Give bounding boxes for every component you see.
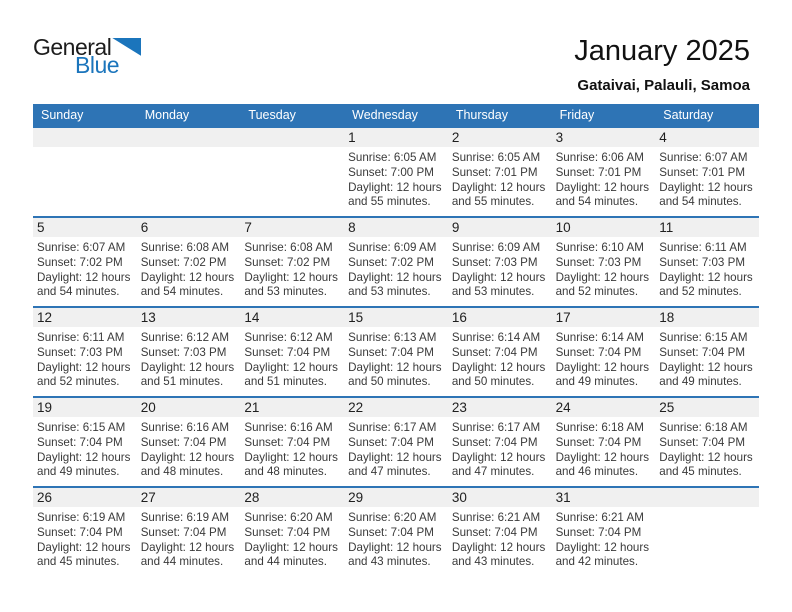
day-detail-line: Sunset: 7:01 PM xyxy=(451,165,538,179)
day-detail-line: Sunrise: 6:08 AM xyxy=(244,241,333,254)
day-detail-line: Sunrise: 6:11 AM xyxy=(37,331,125,344)
day-detail-line: Sunrise: 6:07 AM xyxy=(37,241,126,254)
day-detail-line: Daylight: 12 hours xyxy=(451,540,546,554)
day-number: 12 xyxy=(37,310,53,325)
title-block xyxy=(574,34,750,94)
day-details xyxy=(37,241,134,300)
day-detail-line: Daylight: 12 hours xyxy=(37,360,131,374)
empty-day-cell xyxy=(655,488,759,576)
calendar-day-cell xyxy=(137,488,241,576)
day-number: 5 xyxy=(37,220,45,235)
day-detail-line: Sunrise: 6:14 AM xyxy=(451,331,541,344)
day-number: 19 xyxy=(37,400,53,415)
day-detail-line: Daylight: 12 hours xyxy=(659,270,753,284)
weekday-header-row xyxy=(33,104,759,126)
day-detail-line: and 53 minutes. xyxy=(451,285,535,299)
day-detail-line: and 42 minutes. xyxy=(555,555,639,569)
day-detail-line: Daylight: 12 hours xyxy=(348,540,442,554)
day-details xyxy=(659,241,756,300)
weekday-header-cell: Monday xyxy=(144,108,190,122)
day-details xyxy=(348,241,445,300)
day-detail-line: and 49 minutes. xyxy=(555,375,639,389)
day-detail-line: and 47 minutes. xyxy=(348,465,431,479)
calendar-day-cell xyxy=(240,398,344,486)
day-detail-line: and 50 minutes. xyxy=(451,375,535,389)
day-detail-line: Sunset: 7:04 PM xyxy=(140,525,227,539)
day-detail-line: Sunset: 7:04 PM xyxy=(659,345,745,359)
day-details xyxy=(659,421,756,480)
week-row xyxy=(33,486,759,576)
weekday-header-cell: Saturday xyxy=(663,108,714,122)
day-details xyxy=(244,421,341,480)
day-details xyxy=(37,421,134,480)
calendar-day-cell xyxy=(448,488,552,576)
day-detail-line: and 44 minutes. xyxy=(140,555,224,569)
day-detail-line: and 45 minutes. xyxy=(37,555,120,569)
day-details xyxy=(452,511,549,570)
calendar-day-cell xyxy=(240,488,344,576)
calendar-day-cell xyxy=(33,218,137,306)
day-number: 18 xyxy=(659,310,675,325)
day-detail-line: Sunrise: 6:09 AM xyxy=(451,241,541,254)
calendar-day-cell xyxy=(448,128,552,216)
day-detail-line: and 55 minutes. xyxy=(348,195,431,209)
calendar-day-cell xyxy=(552,488,656,576)
calendar-day-cell xyxy=(552,218,656,306)
day-detail-line: Sunrise: 6:19 AM xyxy=(37,511,126,524)
day-detail-line: Daylight: 12 hours xyxy=(140,450,235,464)
week-grid xyxy=(33,488,759,576)
day-detail-line: Daylight: 12 hours xyxy=(37,540,131,554)
day-details xyxy=(348,421,445,480)
day-number: 22 xyxy=(348,400,364,415)
day-details xyxy=(556,331,653,390)
day-details xyxy=(556,241,653,300)
day-number: 29 xyxy=(348,490,364,505)
calendar-day-cell xyxy=(33,488,137,576)
day-detail-line: Daylight: 12 hours xyxy=(244,270,338,284)
day-detail-line: Sunset: 7:03 PM xyxy=(140,345,227,359)
calendar-day-cell xyxy=(240,218,344,306)
day-detail-line: Daylight: 12 hours xyxy=(348,360,442,374)
day-detail-line: Sunset: 7:04 PM xyxy=(451,435,538,449)
day-number: 1 xyxy=(348,130,356,145)
day-details xyxy=(348,151,445,210)
day-details xyxy=(556,151,653,210)
day-detail-line: and 53 minutes. xyxy=(244,285,327,299)
day-number: 31 xyxy=(555,490,571,505)
day-number: 6 xyxy=(140,220,149,235)
calendar-day-cell xyxy=(448,308,552,396)
day-details xyxy=(244,331,341,390)
day-details xyxy=(141,241,238,300)
day-detail-line: Sunrise: 6:18 AM xyxy=(659,421,748,434)
day-detail-line: Sunset: 7:04 PM xyxy=(555,525,642,539)
week-row xyxy=(33,126,759,216)
day-detail-line: Sunrise: 6:16 AM xyxy=(140,421,229,434)
day-detail-line: Sunset: 7:04 PM xyxy=(244,345,331,359)
day-details xyxy=(141,421,238,480)
day-number: 3 xyxy=(555,130,564,145)
day-detail-line: and 54 minutes. xyxy=(37,285,120,299)
day-detail-line: and 50 minutes. xyxy=(348,375,431,389)
day-detail-line: Sunrise: 6:05 AM xyxy=(348,151,437,164)
day-detail-line: Daylight: 12 hours xyxy=(244,540,338,554)
day-detail-line: Sunrise: 6:17 AM xyxy=(348,421,437,434)
week-row xyxy=(33,216,759,306)
day-number: 17 xyxy=(555,310,571,325)
page-title: January 2025 xyxy=(574,35,750,67)
calendar-table xyxy=(33,104,759,576)
calendar-weeks xyxy=(33,126,759,576)
day-detail-line: Daylight: 12 hours xyxy=(348,450,442,464)
day-detail-line: Daylight: 12 hours xyxy=(348,180,442,194)
day-detail-line: Sunrise: 6:19 AM xyxy=(140,511,229,524)
day-detail-line: Sunset: 7:00 PM xyxy=(348,165,434,179)
day-number: 10 xyxy=(555,220,571,235)
day-number: 25 xyxy=(659,400,675,415)
day-detail-line: Sunrise: 6:12 AM xyxy=(244,331,333,344)
calendar-day-cell xyxy=(552,308,656,396)
logo-text-blue: Blue xyxy=(75,52,120,78)
day-detail-line: Daylight: 12 hours xyxy=(348,270,442,284)
day-detail-line: Sunset: 7:03 PM xyxy=(555,255,642,269)
day-detail-line: and 54 minutes. xyxy=(555,195,639,209)
day-detail-line: Sunset: 7:03 PM xyxy=(451,255,538,269)
day-details xyxy=(37,331,134,390)
day-detail-line: Sunrise: 6:09 AM xyxy=(348,241,437,254)
calendar-day-cell xyxy=(137,308,241,396)
day-detail-line: and 51 minutes. xyxy=(244,375,327,389)
day-detail-line: Sunset: 7:04 PM xyxy=(244,435,331,449)
day-detail-line: Sunrise: 6:15 AM xyxy=(659,331,748,344)
day-detail-line: Sunrise: 6:20 AM xyxy=(244,511,333,524)
day-detail-line: Sunrise: 6:17 AM xyxy=(451,421,541,434)
day-detail-line: Sunset: 7:01 PM xyxy=(659,165,745,179)
day-detail-line: Daylight: 12 hours xyxy=(37,270,131,284)
day-number: 8 xyxy=(348,220,356,235)
day-detail-line: Sunset: 7:02 PM xyxy=(348,255,434,269)
day-detail-line: and 52 minutes. xyxy=(555,285,639,299)
day-details xyxy=(556,511,653,570)
day-detail-line: Sunset: 7:04 PM xyxy=(348,345,434,359)
day-detail-line: Sunset: 7:04 PM xyxy=(37,435,123,449)
day-detail-line: Daylight: 12 hours xyxy=(451,450,546,464)
day-number: 30 xyxy=(451,490,467,505)
day-detail-line: Sunset: 7:03 PM xyxy=(659,255,745,269)
day-detail-line: and 48 minutes. xyxy=(244,465,327,479)
day-detail-line: Daylight: 12 hours xyxy=(555,540,650,554)
day-detail-line: Sunset: 7:02 PM xyxy=(37,255,123,269)
day-detail-line: Daylight: 12 hours xyxy=(659,180,753,194)
day-detail-line: Sunset: 7:04 PM xyxy=(348,435,434,449)
general-blue-logo xyxy=(33,34,141,78)
empty-day-cell xyxy=(240,128,344,216)
day-detail-line: Sunrise: 6:21 AM xyxy=(451,511,541,524)
calendar-day-cell xyxy=(344,308,448,396)
day-number: 15 xyxy=(348,310,364,325)
week-row xyxy=(33,306,759,396)
day-detail-line: Sunset: 7:04 PM xyxy=(348,525,434,539)
week-grid xyxy=(33,218,759,306)
day-detail-line: Sunrise: 6:14 AM xyxy=(555,331,644,344)
logo-text-general: General xyxy=(33,34,112,60)
day-details xyxy=(452,151,549,210)
location-subtitle: Gataivai, Palauli, Samoa xyxy=(577,77,750,94)
calendar-day-cell xyxy=(448,398,552,486)
day-detail-line: Daylight: 12 hours xyxy=(140,360,235,374)
day-detail-line: Sunset: 7:04 PM xyxy=(451,525,538,539)
calendar-day-cell xyxy=(344,398,448,486)
day-number: 9 xyxy=(451,220,460,235)
day-detail-line: Daylight: 12 hours xyxy=(244,360,338,374)
calendar-day-cell xyxy=(137,398,241,486)
day-detail-line: Sunrise: 6:16 AM xyxy=(244,421,333,434)
day-detail-line: and 49 minutes. xyxy=(659,375,742,389)
calendar-day-cell xyxy=(655,308,759,396)
day-detail-line: Sunrise: 6:11 AM xyxy=(659,241,747,254)
day-detail-line: Daylight: 12 hours xyxy=(451,180,546,194)
day-details xyxy=(452,241,549,300)
day-detail-line: Daylight: 12 hours xyxy=(451,360,546,374)
day-detail-line: Sunrise: 6:10 AM xyxy=(555,241,644,254)
day-number: 28 xyxy=(244,490,260,505)
day-detail-line: and 47 minutes. xyxy=(451,465,535,479)
day-detail-line: and 55 minutes. xyxy=(451,195,535,209)
day-details xyxy=(452,331,549,390)
day-detail-line: Daylight: 12 hours xyxy=(37,450,131,464)
day-detail-line: Sunrise: 6:07 AM xyxy=(659,151,748,164)
day-number: 23 xyxy=(451,400,467,415)
day-details xyxy=(556,421,653,480)
day-detail-line: Sunset: 7:04 PM xyxy=(659,435,745,449)
day-detail-line: and 44 minutes. xyxy=(244,555,327,569)
day-detail-line: Sunrise: 6:13 AM xyxy=(348,331,437,344)
weekday-header-cell: Thursday xyxy=(455,108,508,122)
day-detail-line: and 43 minutes. xyxy=(451,555,535,569)
day-detail-line: Daylight: 12 hours xyxy=(555,270,650,284)
calendar-day-cell xyxy=(344,128,448,216)
calendar-day-cell xyxy=(448,218,552,306)
day-number: 11 xyxy=(659,220,674,235)
day-details xyxy=(348,511,445,570)
day-detail-line: Sunset: 7:04 PM xyxy=(37,525,123,539)
calendar-day-cell xyxy=(655,398,759,486)
day-number: 4 xyxy=(659,130,667,145)
day-number: 13 xyxy=(140,310,156,325)
day-detail-line: Daylight: 12 hours xyxy=(555,180,650,194)
day-detail-line: Sunset: 7:04 PM xyxy=(451,345,538,359)
calendar-day-cell xyxy=(552,128,656,216)
day-detail-line: Daylight: 12 hours xyxy=(244,450,338,464)
day-number: 27 xyxy=(140,490,156,505)
day-detail-line: Sunrise: 6:21 AM xyxy=(555,511,644,524)
day-detail-line: Sunrise: 6:20 AM xyxy=(348,511,437,524)
day-detail-line: Daylight: 12 hours xyxy=(659,360,753,374)
day-detail-line: Sunrise: 6:06 AM xyxy=(555,151,644,164)
day-detail-line: Sunset: 7:04 PM xyxy=(555,345,642,359)
day-detail-line: Sunset: 7:04 PM xyxy=(555,435,642,449)
weekday-header-cell: Wednesday xyxy=(352,108,418,122)
day-detail-line: and 46 minutes. xyxy=(555,465,639,479)
weekday-header-cell: Sunday xyxy=(41,108,84,122)
week-row xyxy=(33,396,759,486)
day-detail-line: and 49 minutes. xyxy=(37,465,120,479)
day-details xyxy=(659,331,756,390)
day-detail-line: and 52 minutes. xyxy=(37,375,120,389)
day-detail-line: Sunset: 7:03 PM xyxy=(37,345,123,359)
day-detail-line: Sunset: 7:04 PM xyxy=(244,525,331,539)
day-details xyxy=(452,421,549,480)
day-detail-line: Sunset: 7:01 PM xyxy=(555,165,642,179)
day-detail-line: Sunset: 7:04 PM xyxy=(140,435,227,449)
day-detail-line: and 53 minutes. xyxy=(348,285,431,299)
day-details xyxy=(244,511,341,570)
day-details xyxy=(141,511,238,570)
day-detail-line: Daylight: 12 hours xyxy=(555,450,650,464)
calendar-day-cell xyxy=(344,488,448,576)
day-detail-line: and 52 minutes. xyxy=(659,285,742,299)
week-grid xyxy=(33,398,759,486)
day-detail-line: and 45 minutes. xyxy=(659,465,742,479)
day-detail-line: and 54 minutes. xyxy=(659,195,742,209)
day-detail-line: Daylight: 12 hours xyxy=(451,270,546,284)
calendar-day-cell xyxy=(655,128,759,216)
calendar-day-cell xyxy=(240,308,344,396)
empty-day-cell xyxy=(33,128,137,216)
day-detail-line: Daylight: 12 hours xyxy=(555,360,650,374)
day-detail-line: Sunrise: 6:05 AM xyxy=(451,151,541,164)
calendar-day-cell xyxy=(33,308,137,396)
day-detail-line: and 51 minutes. xyxy=(140,375,224,389)
day-details xyxy=(141,331,238,390)
week-grid xyxy=(33,128,759,216)
day-detail-line: Sunrise: 6:12 AM xyxy=(140,331,229,344)
day-detail-line: and 48 minutes. xyxy=(140,465,224,479)
day-number: 16 xyxy=(451,310,467,325)
day-detail-line: and 43 minutes. xyxy=(348,555,431,569)
day-details xyxy=(348,331,445,390)
day-detail-line: Daylight: 12 hours xyxy=(659,450,753,464)
calendar-day-cell xyxy=(655,218,759,306)
day-detail-line: Daylight: 12 hours xyxy=(140,270,235,284)
day-detail-line: Sunset: 7:02 PM xyxy=(244,255,331,269)
day-number: 7 xyxy=(244,220,252,235)
day-number: 24 xyxy=(555,400,571,415)
calendar-day-cell xyxy=(137,218,241,306)
day-details xyxy=(244,241,341,300)
day-detail-line: Sunrise: 6:18 AM xyxy=(555,421,644,434)
day-details xyxy=(37,511,134,570)
calendar-day-cell xyxy=(552,398,656,486)
day-number: 21 xyxy=(244,400,260,415)
day-number: 2 xyxy=(451,130,460,145)
day-detail-line: Daylight: 12 hours xyxy=(140,540,235,554)
day-number: 14 xyxy=(244,310,260,325)
day-detail-line: and 54 minutes. xyxy=(140,285,224,299)
empty-day-cell xyxy=(137,128,241,216)
calendar-day-cell xyxy=(33,398,137,486)
day-detail-line: Sunrise: 6:08 AM xyxy=(140,241,229,254)
weekday-header-cell: Friday xyxy=(559,108,595,122)
day-number: 20 xyxy=(140,400,156,415)
calendar-day-cell xyxy=(344,218,448,306)
day-detail-line: Sunrise: 6:15 AM xyxy=(37,421,126,434)
day-detail-line: Sunset: 7:02 PM xyxy=(140,255,227,269)
day-details xyxy=(659,151,756,210)
weekday-header-cell: Tuesday xyxy=(248,108,296,122)
week-grid xyxy=(33,308,759,396)
day-number: 26 xyxy=(37,490,53,505)
